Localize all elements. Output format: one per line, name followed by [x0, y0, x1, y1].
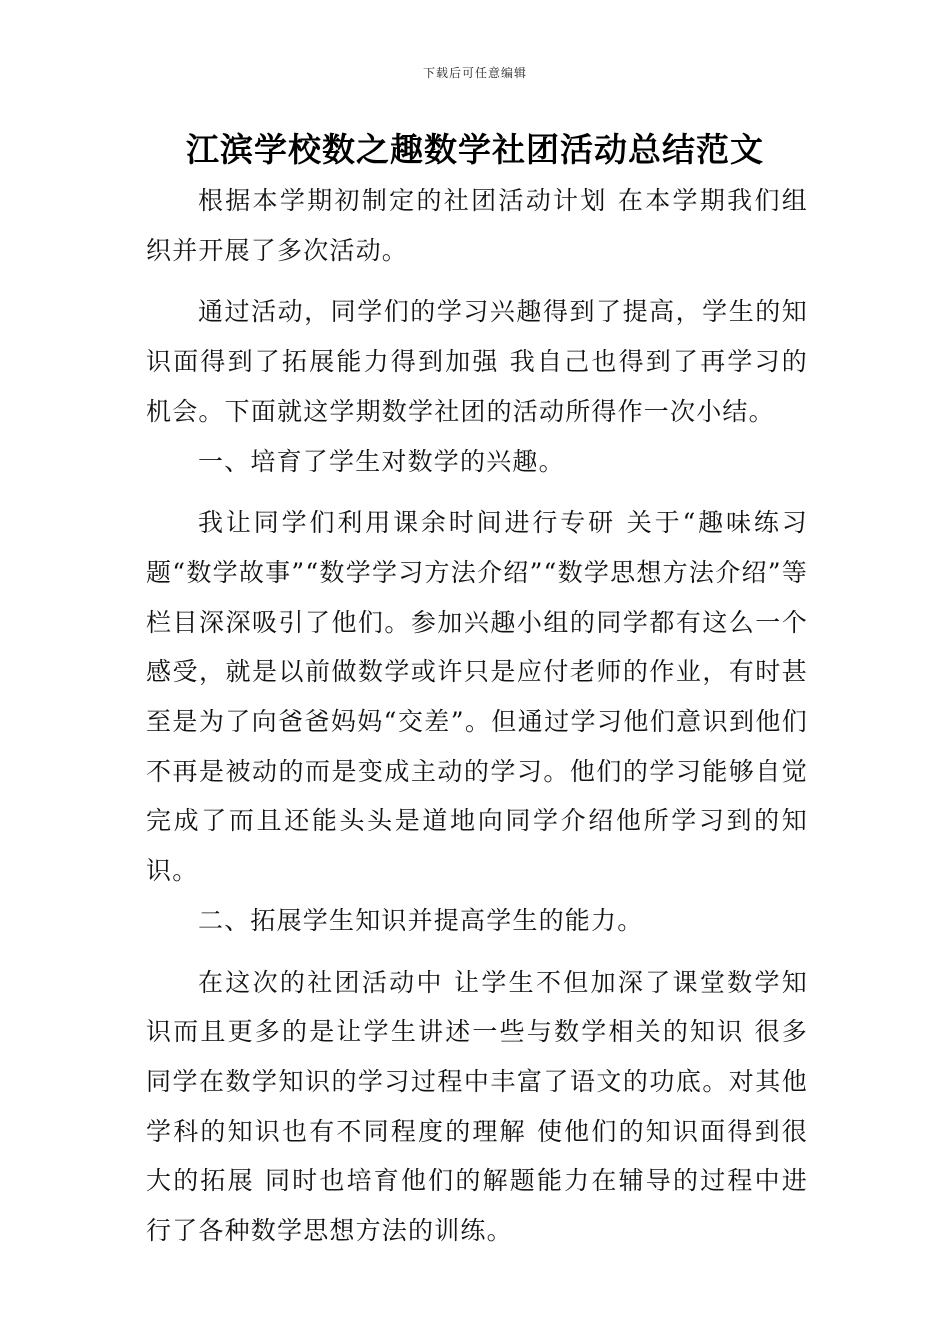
document-title: 江滨学校数之趣数学社团活动总结范文	[186, 130, 764, 169]
paragraph-overview: 通过活动，同学们的学习兴趣得到了提高，学生的知识面得到了拓展能力得到加强 我自己也得到了再学习的机会。下面就这学期数学社团的活动所得作一次小结。	[146, 297, 808, 426]
document-body	[146, 176, 808, 1256]
paragraph-ability: 在这次的社团活动中 让学生不但加深了课堂数学知识而且更多的是让学生讲述一些与数学相关的知识 很多同学在数学知识的学习过程中丰富了语文的功底。对其他学科的知识也有不同程度的理解 使他们的知识面得到很大的拓展 同时也培育他们的解题能力在辅导的过程中进行了各种数学思想方法的训练。	[146, 967, 808, 1246]
header-note: 下载后可任意编辑	[422, 66, 527, 80]
paragraph-intro: 根据本学期初制定的社团活动计划 在本学期我们组织并开展了多次活动。	[146, 186, 808, 265]
section-heading-ability: 二、拓展学生知识并提高学生的能力。	[198, 905, 644, 935]
section-heading-interest: 一、培育了学生对数学的兴趣。	[198, 446, 565, 476]
paragraph-interest: 我让同学们利用课余时间进行专研 关于“趣味练习题“数学故事”“数学学习方法介绍”“数学思想方法介绍”等栏目深深吸引了他们。参加兴趣小组的同学都有这么一个感受，就是以前做数学或许只是应付老师的作业，有时甚至是为了向爸爸妈妈“交差”。但通过学习他们意识到他们不再是被动的而是变成主动的学习。他们的学习能够自觉完成了而且还能头头是道地向同学介绍他所学习到的知识。	[146, 508, 808, 886]
